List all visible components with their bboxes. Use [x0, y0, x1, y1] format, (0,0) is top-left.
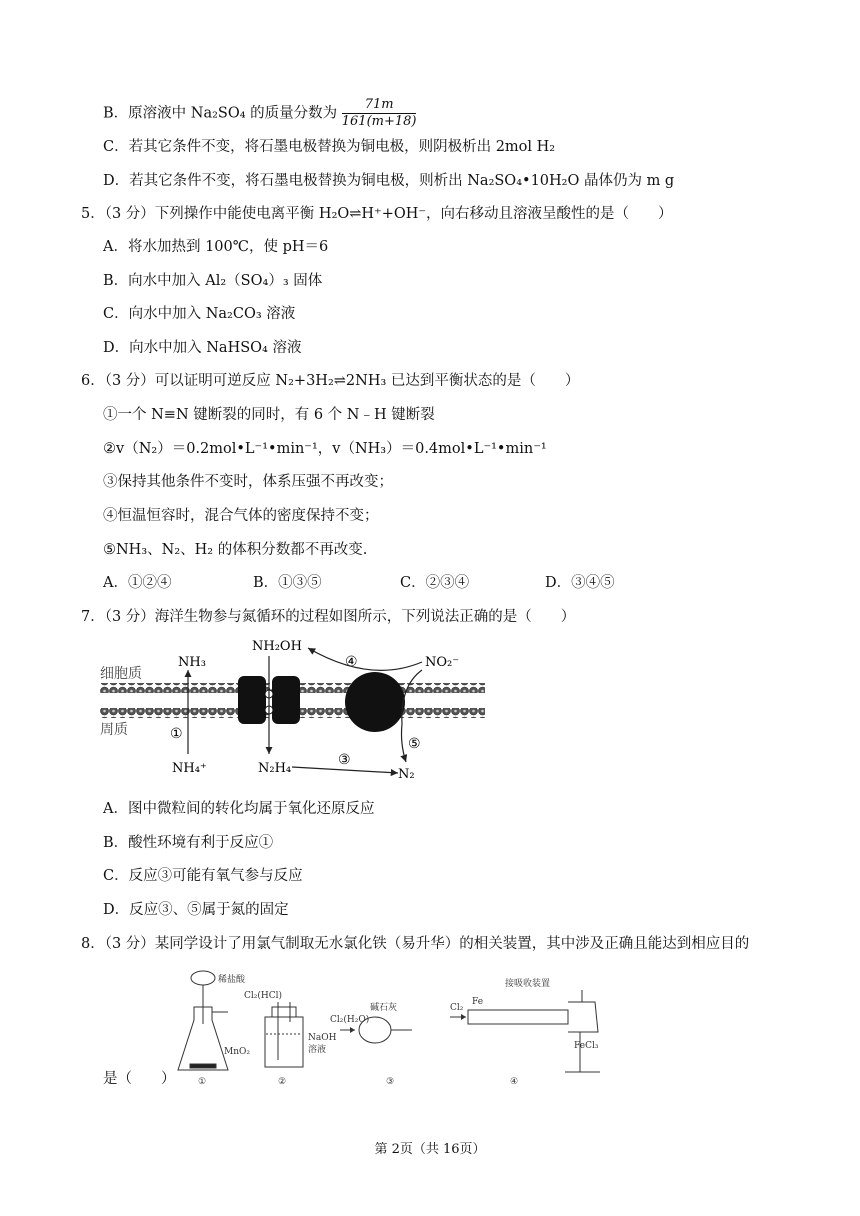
q6-option-d: D．③④⑤ [545, 575, 615, 591]
q7-stem: 7．（3 分）海洋生物参与氮循环的过程如图所示，下列说法正确的是（ ） [81, 609, 576, 625]
protein-right [345, 672, 405, 732]
q5-option-a: A．将水加热到 100℃，使 pH＝6 [103, 239, 329, 255]
label-cl2: Cl₂ [450, 1003, 464, 1013]
collector [568, 1002, 598, 1032]
label-mno2: MnO₂ [224, 1047, 250, 1057]
q6-option-c: C．②③④ [400, 575, 470, 591]
label-fecl3: FeCl₃ [574, 1041, 599, 1051]
label-app-2: ② [278, 1077, 287, 1087]
label-n2: N₂ [398, 767, 415, 782]
wash-bottle [265, 1017, 303, 1067]
apparatus-figure [150, 962, 620, 1087]
label-no2: NO₂⁻ [425, 655, 460, 670]
q6-option-b: B．①③⑤ [253, 575, 322, 591]
separatory-funnel [191, 971, 215, 985]
label-nh2oh: NH₂OH [252, 639, 302, 654]
protein-left-b [272, 676, 300, 724]
label-naoh-solution: 溶液 [308, 1045, 327, 1055]
q6-stem: 6．（3 分）可以证明可逆反应 N₂+3H₂⇌2NH₃ 已达到平衡状态的是（ ） [81, 373, 580, 389]
q5-option-b: B．向水中加入 Al₂（SO₄）₃ 固体 [103, 273, 323, 289]
label-cl2-h2o: Cl₂(H₂O) [330, 1015, 370, 1025]
q6-item-2: ②v（N₂）＝0.2mol•L⁻¹•min⁻¹，v（NH₃）＝0.4mol•L⁻¹•min⁻¹ [103, 441, 547, 457]
q4-option-c: C．若其它条件不变，将石墨电极替换为铜电极，则阴极析出 2mol H₂ [103, 139, 556, 155]
nitrogen-cycle-figure [100, 636, 490, 786]
q7-option-b: B．酸性环境有利于反应① [103, 835, 274, 851]
q4-option-b: B．原溶液中 Na₂SO₄ 的质量分数为 $\frac{71m}{161(m+18)}$ [103, 97, 417, 129]
page-footer: 第 2页（共 16页） [374, 1142, 486, 1157]
label-hcl: 稀盐酸 [218, 975, 246, 985]
fraction: $\frac{71m}{161(m+18)}$ [341, 97, 417, 129]
reaction-tube [468, 1010, 568, 1024]
q7-option-c: C．反应③可能有氧气参与反应 [103, 868, 303, 884]
protein-left-a [238, 676, 266, 724]
mno2-solid [190, 1064, 216, 1068]
q6-item-1: ①一个 N≡N 键断裂的同时，有 6 个 N﹣H 键断裂 [103, 407, 435, 423]
q6-option-a: A．①②④ [103, 575, 172, 591]
q7-option-d: D．反应③、⑤属于氮的固定 [103, 902, 289, 918]
label-app-4: ④ [510, 1077, 519, 1087]
label-nh3: NH₃ [178, 655, 206, 670]
arrow-step4 [308, 648, 422, 670]
label-nh4: NH₄⁺ [172, 761, 207, 776]
q8-stem: 8．（3 分）某同学设计了用氯气制取无水氯化铁（易升华）的相关装置，其中涉及正确且能达到相应目的 [81, 936, 750, 952]
q5-stem: 5．（3 分）下列操作中能使电离平衡 H₂O⇌H⁺+OH⁻，向右移动且溶液呈酸性的是（ ） [81, 206, 673, 222]
label-n2h4: N₂H₄ [258, 761, 292, 776]
q6-item-5: ⑤NH₃、N₂、H₂ 的体积分数都不再改变. [103, 542, 368, 558]
q8-stem-end: 是（ ） [103, 1071, 176, 1087]
label-absorb: 接吸收装置 [505, 979, 551, 989]
label-periplasm: 周质 [100, 722, 128, 738]
label-step4: ④ [345, 654, 358, 670]
q5-option-c: C．向水中加入 Na₂CO₃ 溶液 [103, 306, 296, 322]
label-step3: ③ [338, 752, 351, 768]
label-naoh: NaOH [308, 1033, 337, 1043]
label-cytoplasm: 细胞质 [100, 666, 142, 682]
q4-option-d: D．若其它条件不变，将石墨电极替换为铜电极，则析出 Na₂SO₄•10H₂O 晶体仍为 m g [103, 173, 675, 189]
q7-option-a: A．图中微粒间的转化均属于氧化还原反应 [103, 801, 375, 817]
arrow-step5 [402, 724, 407, 762]
q5-option-d: D．向水中加入 NaHSO₄ 溶液 [103, 340, 302, 356]
label-app-3: ③ [386, 1077, 395, 1087]
label-cl2-hcl: Cl₂(HCl) [244, 991, 283, 1001]
q6-options [103, 573, 615, 593]
label-lime: 碱石灰 [370, 1003, 398, 1013]
bottle-neck [272, 1007, 296, 1017]
label-app-1: ① [198, 1077, 207, 1087]
label-fe: Fe [472, 997, 484, 1007]
q6-item-4: ④恒温恒容时，混合气体的密度保持不变； [103, 508, 379, 524]
label-step5: ⑤ [408, 736, 421, 752]
q6-item-3: ③保持其他条件不变时，体系压强不再改变； [103, 474, 393, 490]
label-step1: ① [170, 726, 183, 742]
